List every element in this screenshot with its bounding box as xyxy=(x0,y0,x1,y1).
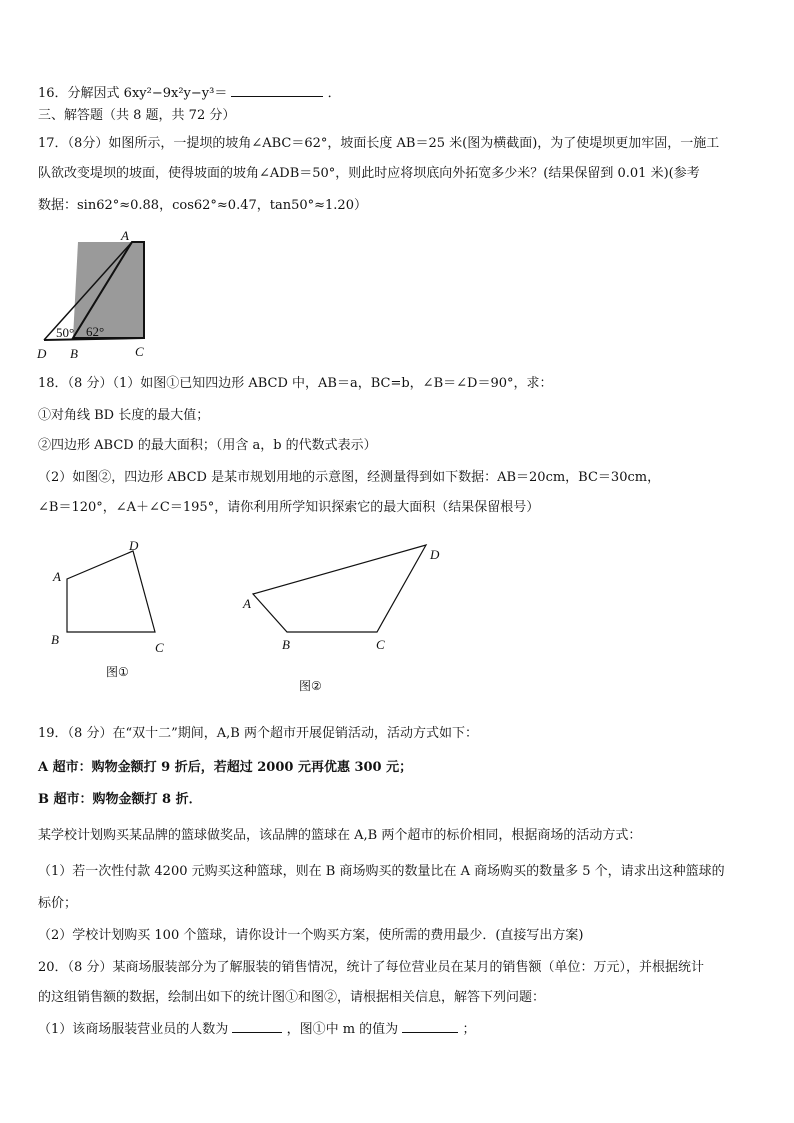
q20-part1-text: （1）该商场服装营业员的人数为 xyxy=(38,1022,229,1037)
q20-m-value-blank[interactable] xyxy=(402,1020,458,1033)
q17-angle-50: 50° xyxy=(56,325,75,340)
section-heading: 三、解答题（共 8 题，共 72 分） xyxy=(38,108,236,123)
fig2-label-C: C xyxy=(376,637,385,652)
fig1-label-D: D xyxy=(129,538,139,553)
q19-line7: （2）学校计划购买 100 个篮球，请你设计一个购买方案，使所需的费用最少．(直接写出方案) xyxy=(38,928,584,943)
q20-part1-end: ； xyxy=(462,1022,476,1037)
fig2-quadrilateral xyxy=(253,545,426,632)
fig1-quadrilateral xyxy=(67,551,155,632)
q18-line2: ①对角线 BD 长度的最大值； xyxy=(38,408,210,423)
q18-line4: （2）如图②，四边形 ABCD 是某市规划用地的示意图，经测量得到如下数据：AB＝20cm，BC＝30cm， xyxy=(38,470,661,485)
q17-line3: 数据：sin62°≈0.88，cos62°≈0.47，tan50°≈1.20） xyxy=(38,198,367,213)
fig2-label-D: D xyxy=(430,547,440,562)
q20-staff-count-blank[interactable] xyxy=(232,1020,282,1033)
fig2-label-B: B xyxy=(282,637,290,652)
q17-figure xyxy=(30,226,160,362)
q18-line1: 18．（8 分）（1）如图①已知四边形 ABCD 中，AB＝a，BC=b，∠B＝∠D＝90°，求： xyxy=(38,376,553,391)
q18-line5: ∠B＝120°，∠A＋∠C＝195°，请你利用所学知识探索它的最大面积（结果保留根号） xyxy=(38,500,540,515)
fig2-caption: 图② xyxy=(299,679,322,693)
q16-answer-blank[interactable] xyxy=(231,84,323,97)
q18-figures xyxy=(40,534,460,700)
q19-line6: 标价； xyxy=(38,896,78,911)
q17-angle-62: 62° xyxy=(86,324,105,339)
q19-line1: 19．（8 分）在“双十二”期间，A,B 两个超市开展促销活动，活动方式如下： xyxy=(38,726,478,741)
q17-label-D: D xyxy=(37,346,47,361)
fig1-label-C: C xyxy=(155,640,164,655)
q17-label-B: B xyxy=(70,346,78,361)
fig1-label-B: B xyxy=(51,632,59,647)
q20-line3 xyxy=(38,1020,475,1038)
q16-text: 16．分解因式 6xy²−9x²y−y³＝ xyxy=(38,86,228,101)
q16-end: ． xyxy=(327,86,341,101)
q20-line2: 的这组销售额的数据，绘制出如下的统计图①和图②，请根据相关信息，解答下列问题： xyxy=(38,990,546,1005)
dam-cross-section xyxy=(73,242,144,338)
q19-line5: （1）若一次性付款 4200 元购买这种篮球，则在 B 商场购买的数量比在 A 商场购买的数量多 5 个，请求出这种篮球的 xyxy=(38,864,725,879)
q19-line2: A 超市：购物金额打 9 折后，若超过 2000 元再优惠 300 元； xyxy=(38,760,413,775)
q18-line3: ②四边形 ABCD 的最大面积；（用含 a，b 的代数式表示） xyxy=(38,438,377,453)
fig2-label-A: A xyxy=(243,596,251,611)
q17-label-C: C xyxy=(135,344,144,359)
fig1-caption: 图① xyxy=(106,665,129,679)
q17-line2: 队欲改变堤坝的坡面，使得坡面的坡角∠ADB＝50°，则此时应将坝底向外拓宽多少米？(结果保留到 0.01 米)(参考 xyxy=(38,166,700,181)
q16-line xyxy=(38,84,341,102)
fig1-label-A: A xyxy=(53,569,61,584)
q17-line1: 17．（8分）如图所示，一提坝的坡角∠ABC＝62°，坡面长度 AB＝25 米(图为横截面)，为了使堤坝更加牢固，一施工 xyxy=(38,136,720,151)
q20-part1-mid: ，图①中 m 的值为 xyxy=(286,1022,399,1037)
q19-line3: B 超市：购物金额打 8 折． xyxy=(38,792,202,807)
q17-label-A: A xyxy=(121,228,129,243)
q20-line1: 20．（8 分）某商场服装部分为了解服装的销售情况，统计了每位营业员在某月的销售额（单位：万元），并根据统计 xyxy=(38,960,704,975)
q19-line4: 某学校计划购买某品牌的篮球做奖品，该品牌的篮球在 A,B 两个超市的标价相同，根据商场的活动方式： xyxy=(38,828,642,843)
